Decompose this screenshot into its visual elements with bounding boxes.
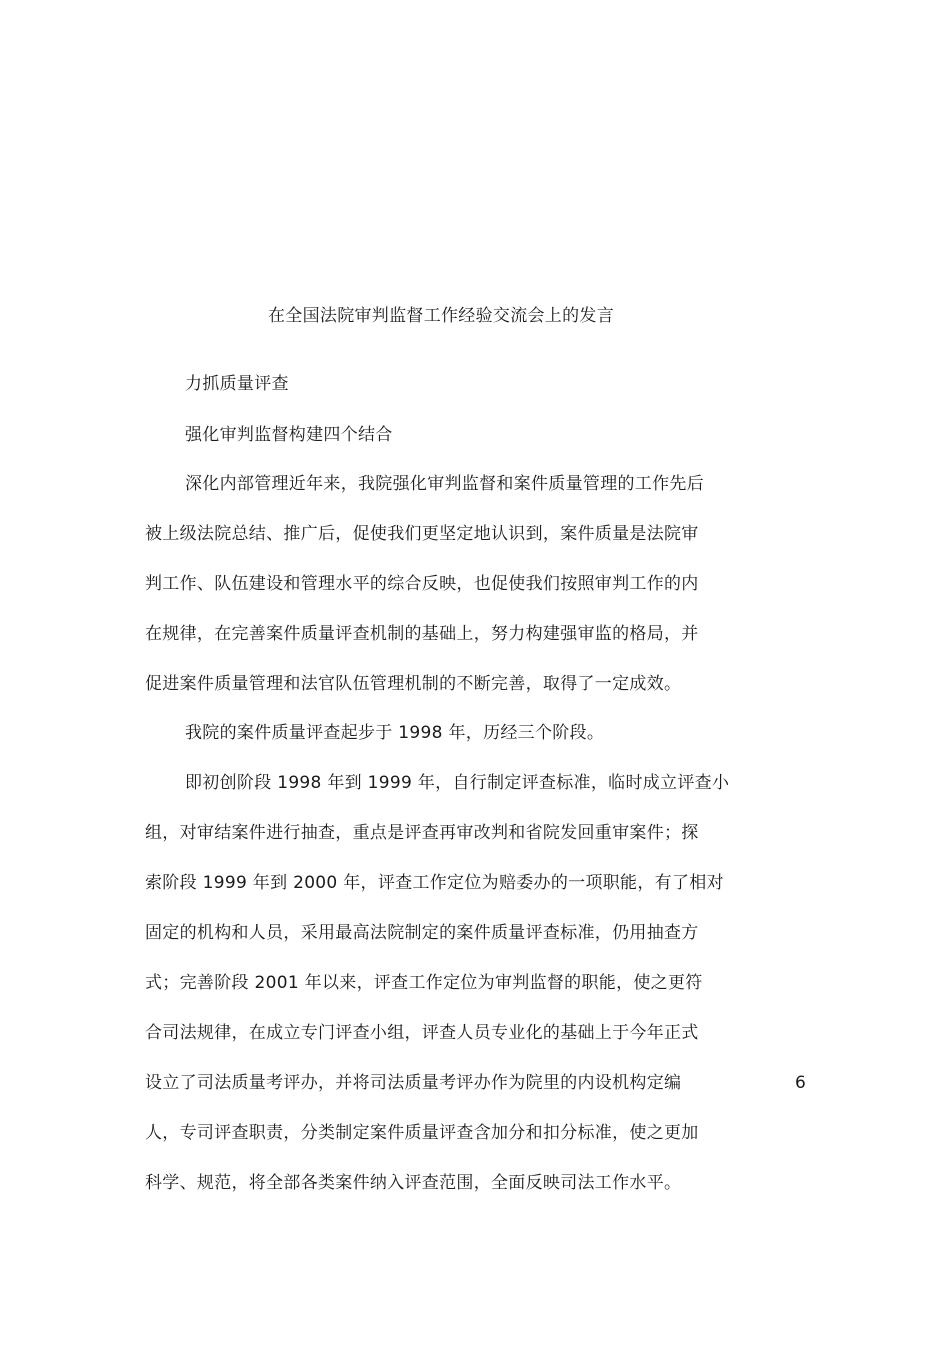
body-line: 固定的机构和人员，采用最高法院制定的案件质量评查标准，仍用抽查方 — [145, 923, 699, 943]
body-line: 判工作、队伍建设和管理水平的综合反映，也促使我们按照审判工作的内 — [145, 574, 699, 594]
body-line: 即初创阶段 1998 年到 1999 年，自行制定评查标准，临时成立评查小 — [185, 773, 730, 793]
body-line: 被上级法院总结、推广后，促使我们更坚定地认识到，案件质量是法院审 — [145, 524, 699, 544]
body-line: 科学、规范，将全部各类案件纳入评查范围，全面反映司法工作水平。 — [145, 1173, 682, 1193]
body-line: 索阶段 1999 年到 2000 年，评查工作定位为赔委办的一项职能，有了相对 — [145, 873, 724, 893]
document-title: 在全国法院审判监督工作经验交流会上的发言 — [268, 306, 614, 326]
body-line: 促进案件质量管理和法官队伍管理机制的不断完善，取得了一定成效。 — [145, 674, 682, 694]
body-line: 深化内部管理近年来，我院强化审判监督和案件质量管理的工作先后 — [185, 474, 704, 494]
body-line: 我院的案件质量评查起步于 1998 年，历经三个阶段。 — [185, 723, 605, 743]
body-line: 式；完善阶段 2001 年以来，评查工作定位为审判监督的职能，使之更符 — [145, 973, 703, 993]
margin-number: 6 — [795, 1073, 806, 1093]
body-line: 在规律，在完善案件质量评查机制的基础上，努力构建强审监的格局，并 — [145, 624, 699, 644]
body-line: 人，专司评查职责，分类制定案件质量评查含加分和扣分标准，使之更加 — [145, 1123, 699, 1143]
subtitle-1: 力抓质量评查 — [185, 374, 289, 394]
subtitle-2: 强化审判监督构建四个结合 — [185, 425, 393, 445]
body-line: 组，对审结案件进行抽查，重点是评查再审改判和省院发回重审案件；探 — [145, 823, 699, 843]
body-line: 设立了司法质量考评办，并将司法质量考评办作为院里的内设机构定编 — [145, 1073, 682, 1093]
body-line: 合司法规律，在成立专门评查小组，评查人员专业化的基础上于今年正式 — [145, 1023, 699, 1043]
